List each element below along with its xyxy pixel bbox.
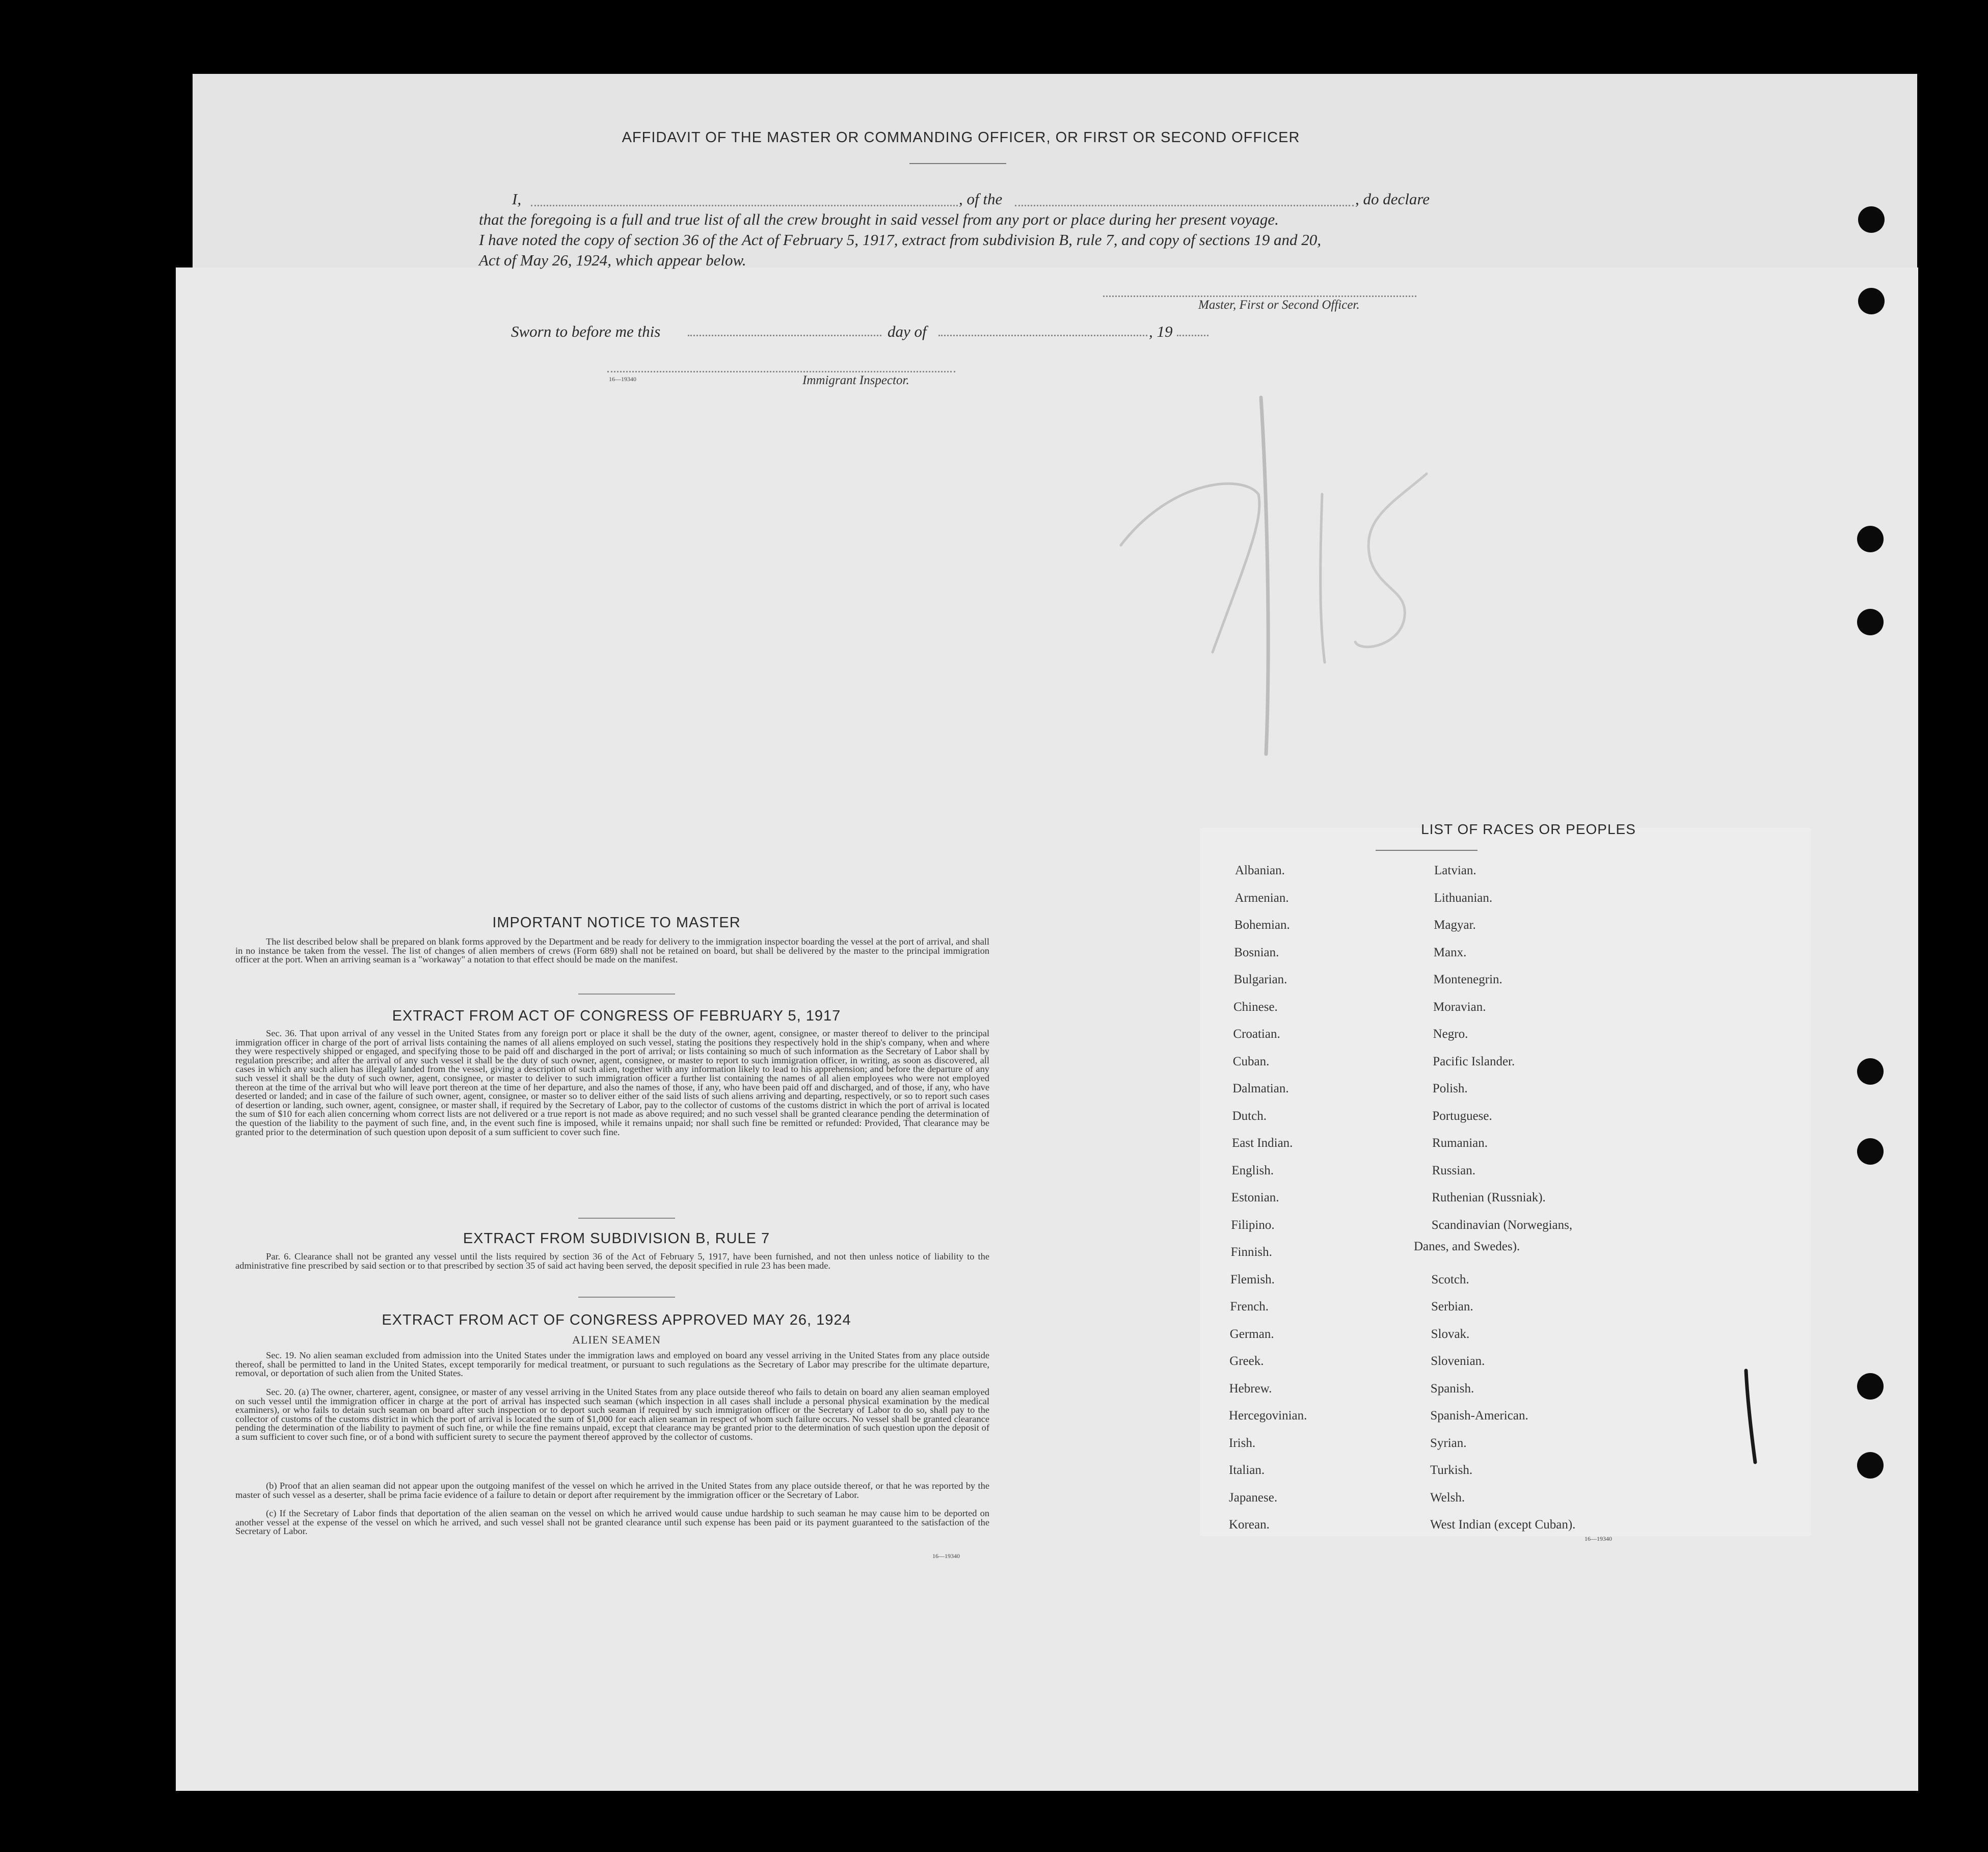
race-item: Syrian.	[1430, 1436, 1467, 1450]
binder-hole	[1857, 1452, 1884, 1479]
sec-20a-text: Sec. 20. (a) The owner, charterer, agent, consignee, or master of any vessel arriving in the United States from any place outside thereof who fails to detain on board any alien seaman employed on such vessel until the immigration officer in charge at the port of arrival has inspected such seaman (which inspection in all cases shall include a personal physical examination by the medical examiners), or who fails to detain such seaman on board after such inspection or to deport such seaman if required by such immigration officer or the Secretary of Labor to do so, shall pay to the collector of customs of the customs district in which the port of arrival is located the sum of $1,000 for each alien seaman in respect of whom such failure occurs. No vessel shall be granted clearance pending the determination of the liability to payment of such fine, or while the fine remains unpaid, except that clearance may be granted prior to the determination of such question upon the deposit of a sum sufficient to cover such fine, or of a bond with sufficient surety to secure the payment thereof approved by the collector of customs.	[235, 1387, 989, 1442]
race-item: Latvian.	[1434, 864, 1476, 877]
pencil-mark	[1735, 1365, 1765, 1467]
race-item: Bosnian.	[1234, 945, 1279, 959]
race-item: Armenian.	[1234, 891, 1289, 905]
race-item: Lithuanian.	[1434, 891, 1493, 905]
inspector-signature-field[interactable]	[607, 371, 955, 372]
race-item: Ruthenian (Russniak).	[1432, 1191, 1546, 1204]
race-item: Finnish.	[1230, 1245, 1272, 1259]
race-item: Japanese.	[1229, 1490, 1278, 1505]
race-item: Serbian.	[1431, 1300, 1473, 1313]
race-item: Scandinavian (Norwegians,	[1431, 1218, 1573, 1232]
race-item: Croatian.	[1233, 1027, 1280, 1041]
race-item: Irish.	[1229, 1436, 1256, 1450]
binder-hole	[1857, 1138, 1884, 1165]
form-number: 16—19340	[932, 1552, 960, 1560]
race-item: Turkish.	[1430, 1463, 1473, 1477]
race-item: Korean.	[1229, 1518, 1270, 1532]
affidavit-line-2: that the foregoing is a full and true list of all the crew brought in said vessel from any port or place during her present voyage.	[479, 210, 1279, 228]
sec-20c-text: (c) If the Secretary of Labor finds that deportation of the alien seaman on the vessel on which he arrived would cause undue hardship to such seaman he may cause him to be deported on another vessel at the expense of the vessel on which he arrived, and such vessel shall not be granted clearance until such expense has been paid or its payment guaranteed to the satisfaction of the Secretary of Labor.	[235, 1508, 989, 1537]
race-item: Greek.	[1229, 1354, 1264, 1368]
alien-seamen-subtitle: ALIEN SEAMEN	[572, 1333, 661, 1346]
act-1924-title: EXTRACT FROM ACT OF CONGRESS APPROVED MAY 26, 1924	[382, 1312, 851, 1328]
master-signature-field[interactable]	[1103, 296, 1416, 297]
race-item: Slovenian.	[1431, 1354, 1485, 1368]
races-panel	[1200, 828, 1811, 1536]
affidavit-line-3: I have noted the copy of section 36 of the Act of February 5, 1917, extract from subdivision B, rule 7, and copy of sections 19 and 20,	[479, 231, 1322, 249]
notice-text: The list described below shall be prepared on blank forms approved by the Department and be ready for delivery to the immigration inspector boarding the vessel at the port of arrival, and shall in no instance be taken from the vessel. The list of changes of alien members of crews (Form 689) shall not be retained on board, but shall be delivered by the master to the principal immigration officer at the port. When an arriving seaman is a "workaway" a notation to that effect should be made on the manifest.	[235, 936, 989, 965]
races-title: LIST OF RACES OR PEOPLES	[1421, 821, 1636, 837]
race-item: Cuban.	[1232, 1054, 1270, 1068]
race-item: Hebrew.	[1229, 1381, 1272, 1395]
race-item: Pacific Islander.	[1433, 1054, 1515, 1068]
race-item: French.	[1230, 1300, 1269, 1313]
section-rule	[578, 1297, 675, 1298]
race-item: German.	[1229, 1327, 1274, 1341]
race-item: Bohemian.	[1234, 918, 1290, 932]
race-item: Filipino.	[1231, 1218, 1275, 1232]
race-item: Hercegovinian.	[1229, 1409, 1307, 1422]
race-item: East Indian.	[1232, 1136, 1293, 1150]
race-item: Dutch.	[1232, 1109, 1267, 1123]
sec-19-text: Sec. 19. No alien seaman excluded from admission into the United States under the immigration laws and employed on board any vessel arriving in the United States from any place outside thereof, shall be permitted to land in the United States, except temporarily for medical treatment, or pursuant to such regulations as the Secretary of Labor may prescribe for the ultimate departure, removal, or deportation of such alien from the United States.	[235, 1350, 989, 1379]
race-item: Welsh.	[1430, 1490, 1465, 1505]
race-item: Dalmatian.	[1232, 1082, 1289, 1095]
race-item: Magyar.	[1434, 918, 1476, 932]
pencil-five	[1355, 474, 1427, 647]
binder-hole	[1857, 1058, 1884, 1085]
name-field[interactable]	[531, 205, 958, 206]
rule-7-title: EXTRACT FROM SUBDIVISION B, RULE 7	[463, 1230, 770, 1247]
race-item: Chinese.	[1233, 1000, 1278, 1014]
race-item: Scotch.	[1431, 1272, 1469, 1286]
heading-rule	[909, 163, 1006, 164]
affidavit-declare: , do declare	[1355, 190, 1430, 208]
sworn-day-field[interactable]	[688, 335, 881, 336]
form-number: 16—19340	[1584, 1535, 1612, 1542]
race-item: Bulgarian.	[1233, 973, 1287, 986]
race-item: Manx.	[1433, 945, 1467, 959]
race-item: Estonian.	[1231, 1191, 1279, 1204]
pencil-one	[1321, 494, 1325, 662]
race-item: Rumanian.	[1432, 1136, 1488, 1150]
race-item: Negro.	[1433, 1027, 1468, 1041]
form-number: 16—19340	[609, 375, 636, 383]
act-1917-text: Sec. 36. That upon arrival of any vessel in the United States from any foreign port or place it shall be the duty of the owner, agent, consignee, or master thereof to deliver to the principal immigration officer in charge of the port of arrival lists containing the names of all aliens employed on such vessel, stating the positions they respectively hold in the ship's company, when and where they were respectively shipped or engaged, and specifying those to be paid off and discharged in the port of arrival; or lists containing so much of such information as the Secretary of Labor shall by regulation prescribe; and after the arrival of any such vessel it shall be the duty of such owner, agent, consignee, or master to report to such immigration officer, in writing, as soon as discovered, all cases in which any such alien has illegally landed from the vessel, giving a description of such alien, together with any information likely to lead to his apprehension; and before the departure of any such vessel it shall be the duty of such owner, agent, consignee, or master to deliver to such immigration officer a further list containing the names of all alien employees who were not employed thereon at the time of the arrival but who will leave port thereon at the time of her departure, and also the names of those, if any, who have been paid off and discharged, and of those, if any, who have deserted or landed; and in case of the failure of such owner, agent, consignee, or master so to deliver either of the said lists of such aliens arriving and departing, respectively, or so to report such cases of desertion or landing, such owner, agent, consignee, or master shall, if required by the Secretary of Labor, pay to the collector of customs of the customs district in which the port of arrival is located the sum of $10 for each alien concerning whom correct lists are not delivered or a true report is not made as above required; and no such vessel shall be granted clearance pending the determination of the question of the liability to the payment of such fine, and, in the event such fine is imposed, while it remains unpaid; nor shall such fine be remitted or refunded: Provided, That clearance may be granted prior to the determination of such question upon deposit of a sum sufficient to cover such fine.	[235, 1028, 989, 1137]
race-item: Albanian.	[1235, 864, 1285, 877]
pencil-note	[1111, 377, 1518, 795]
affidavit-of-the: , of the	[959, 190, 1003, 208]
sworn-year: , 19	[1149, 323, 1173, 340]
affidavit-line-4: Act of May 26, 1924, which appear below.	[479, 251, 746, 269]
race-item: Russian.	[1432, 1163, 1476, 1177]
affidavit-heading: AFFIDAVIT OF THE MASTER OR COMMANDING OFFICER, OR FIRST OR SECOND OFFICER	[622, 129, 1300, 146]
race-item: Montenegrin.	[1433, 973, 1502, 986]
race-item-continuation: Danes, and Swedes).	[1414, 1240, 1520, 1253]
inspector-label: Immigrant Inspector.	[802, 373, 909, 387]
race-item: Moravian.	[1433, 1000, 1486, 1014]
sworn-month-field[interactable]	[938, 335, 1147, 336]
section-rule	[578, 1218, 675, 1219]
race-item: Portuguese.	[1432, 1109, 1492, 1123]
act-1917-title: EXTRACT FROM ACT OF CONGRESS OF FEBRUARY 5, 1917	[392, 1008, 841, 1024]
race-item: Italian.	[1229, 1463, 1265, 1477]
race-item: English.	[1231, 1163, 1274, 1177]
sworn-year-field[interactable]	[1177, 335, 1208, 336]
notice-title: IMPORTANT NOTICE TO MASTER	[492, 915, 741, 931]
binder-hole	[1857, 609, 1884, 635]
pencil-seven	[1121, 484, 1259, 652]
master-signature-label: Master, First or Second Officer.	[1198, 298, 1360, 312]
binder-hole	[1857, 526, 1884, 552]
pencil-slash	[1261, 397, 1268, 754]
race-item: Flemish.	[1230, 1272, 1275, 1286]
affidavit-i: I,	[512, 190, 522, 208]
race-item: Spanish-American.	[1430, 1409, 1528, 1422]
section-rule	[578, 994, 675, 995]
race-item: West Indian (except Cuban).	[1430, 1518, 1576, 1532]
race-item: Slovak.	[1431, 1327, 1470, 1341]
sworn-day-of: day of	[888, 323, 927, 340]
binder-hole	[1857, 1373, 1884, 1400]
vessel-field[interactable]	[1015, 205, 1354, 206]
rule-7-text: Par. 6. Clearance shall not be granted any vessel until the lists required by section 36 of the Act of February 5, 1917, have been furnished, and not then unless notice of liability to the administrative fine prescribed by said section or to that prescribed by section 35 of said act having been served, the deposit specified in rule 23 has been made.	[235, 1251, 989, 1271]
sworn-prefix: Sworn to before me this	[511, 323, 661, 340]
race-item: Spanish.	[1430, 1381, 1474, 1395]
binder-hole	[1858, 288, 1885, 314]
binder-hole	[1858, 206, 1885, 233]
races-title-rule	[1376, 850, 1477, 851]
race-item: Polish.	[1432, 1082, 1468, 1095]
sec-20b-text: (b) Proof that an alien seaman did not appear upon the outgoing manifest of the vessel on which he arrived in the United States from any place outside thereof, or that he was reported by the master of such vessel as a deserter, shall be prima facie evidence of a failure to detain or deport after requirement by the immigration officer or the Secretary of Labor.	[235, 1481, 989, 1500]
